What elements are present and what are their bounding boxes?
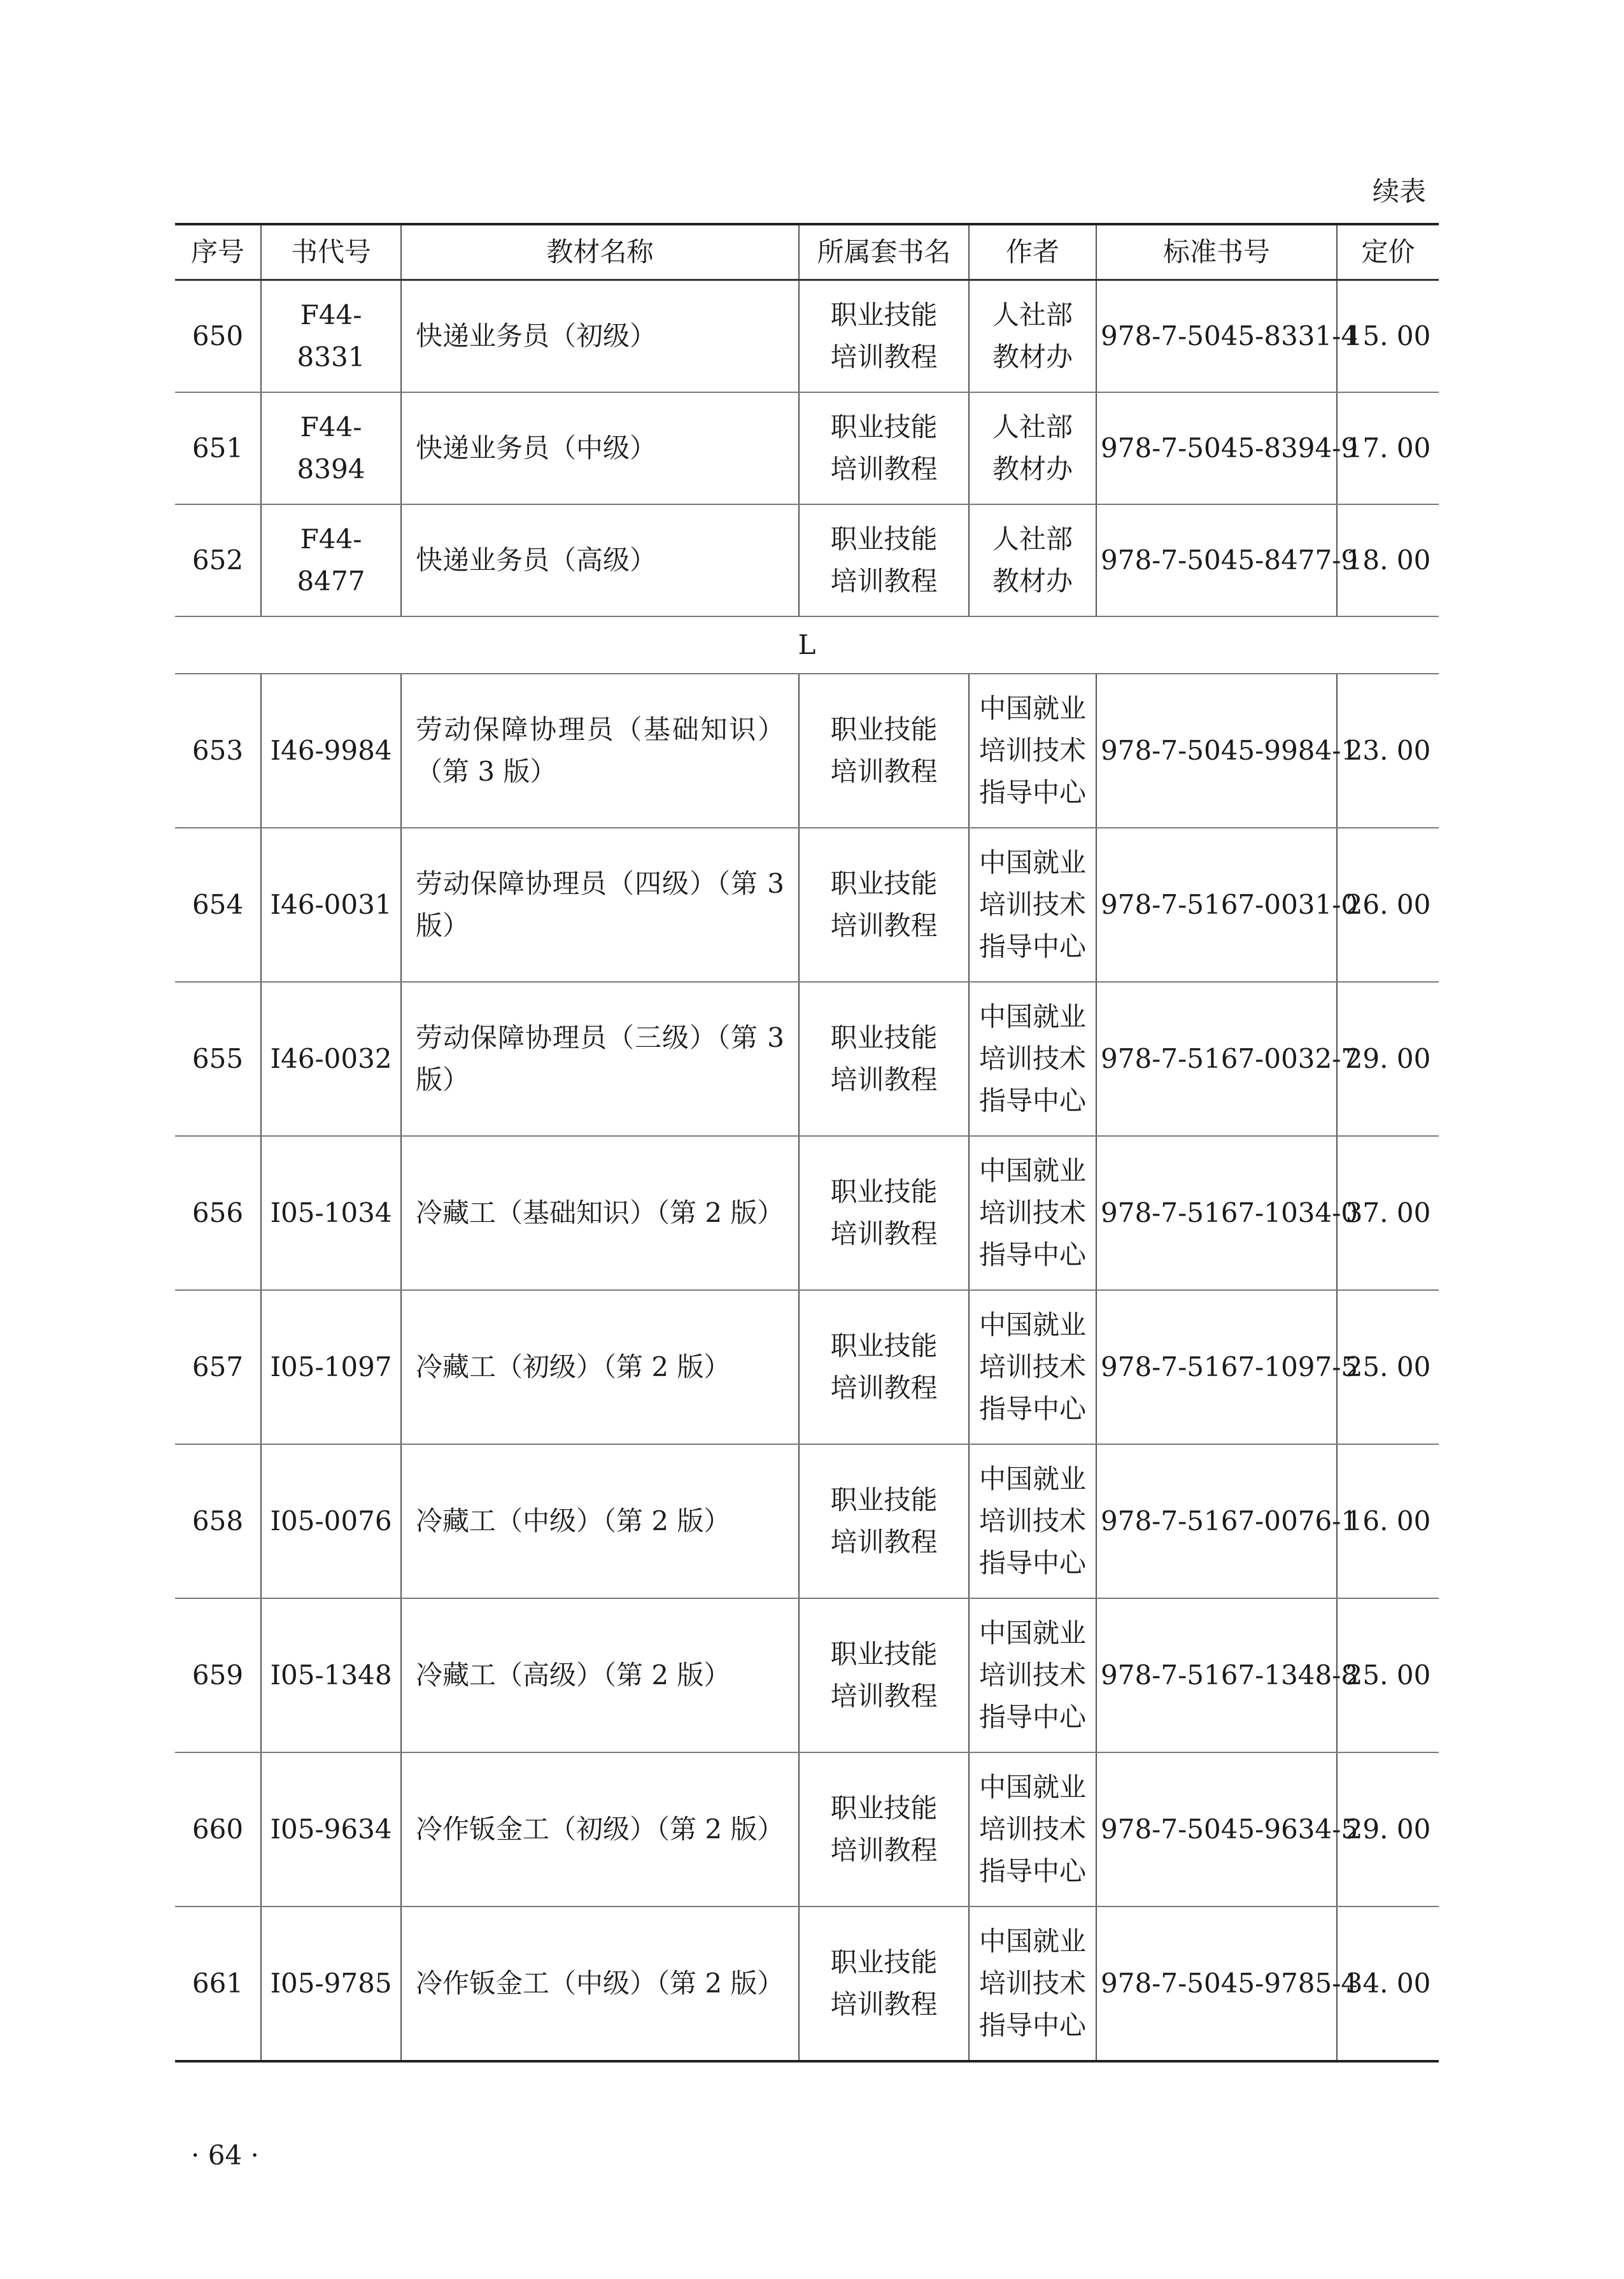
series-cell-line: 职业技能 — [830, 1947, 938, 1978]
serial-no-cell: 650 — [175, 280, 261, 393]
author-cell-line: 教材办 — [992, 565, 1073, 597]
author-cell-line: 指导中心 — [978, 1856, 1086, 1887]
author-cell — [969, 504, 1096, 616]
book-code-cell: I05-1097 — [261, 1290, 401, 1444]
author-cell-line: 中国就业 — [978, 1771, 1086, 1803]
serial-no-cell: 651 — [175, 392, 261, 504]
author-cell-line: 指导中心 — [978, 1701, 1086, 1733]
serial-no-cell: 658 — [175, 1444, 261, 1598]
author-cell — [969, 1598, 1096, 1752]
author-cell — [969, 1906, 1096, 2061]
series-cell-line: 培训教程 — [830, 910, 938, 941]
book-code-cell: I05-0076 — [261, 1444, 401, 1598]
author-cell-line: 中国就业 — [978, 1001, 1086, 1032]
textbook-title-cell: 劳动保障协理员（三级）（第 3 版） — [401, 982, 799, 1136]
textbook-title-cell: 冷藏工（中级）（第 2 版） — [401, 1444, 799, 1598]
header-serial-no: 序号 — [175, 224, 261, 280]
series-cell — [799, 392, 969, 504]
author-cell-line: 培训技术 — [978, 1197, 1086, 1228]
table-body-before-section — [175, 280, 1439, 617]
series-cell — [799, 1752, 969, 1906]
author-cell-line: 中国就业 — [978, 1926, 1086, 1957]
header-textbook-title: 教材名称 — [401, 224, 799, 280]
textbook-title-cell: 冷藏工（基础知识）（第 2 版） — [401, 1136, 799, 1290]
author-cell — [969, 1136, 1096, 1290]
author-cell-line: 指导中心 — [978, 1239, 1086, 1270]
price-cell: 26. 00 — [1337, 828, 1439, 982]
book-code-cell: F44-8331 — [261, 280, 401, 393]
serial-no-cell: 652 — [175, 504, 261, 616]
author-cell-line: 培训技术 — [978, 1814, 1086, 1845]
series-cell — [799, 504, 969, 616]
textbook-title-cell: 劳动保障协理员（四级）（第 3 版） — [401, 828, 799, 982]
price-cell: 34. 00 — [1337, 1906, 1439, 2061]
author-cell-line: 人社部 — [992, 411, 1073, 443]
author-cell-line: 培训技术 — [978, 735, 1086, 766]
author-cell-line: 培训技术 — [978, 1659, 1086, 1691]
author-cell — [969, 1290, 1096, 1444]
header-book-code: 书代号 — [261, 224, 401, 280]
author-cell — [969, 674, 1096, 828]
series-cell-line: 职业技能 — [830, 299, 938, 330]
author-cell-line: 指导中心 — [978, 1085, 1086, 1116]
series-cell-line: 职业技能 — [830, 1176, 938, 1207]
series-cell-line: 职业技能 — [830, 1330, 938, 1361]
textbook-title-cell: 冷作钣金工（初级）（第 2 版） — [401, 1752, 799, 1906]
table-row — [175, 828, 1439, 982]
author-cell-line: 指导中心 — [978, 2010, 1086, 2041]
series-cell-line: 职业技能 — [830, 714, 938, 745]
author-cell-line: 中国就业 — [978, 1155, 1086, 1186]
series-cell-line: 培训教程 — [830, 1835, 938, 1866]
price-cell: 37. 00 — [1337, 1136, 1439, 1290]
table-row — [175, 392, 1439, 504]
header-series: 所属套书名 — [799, 224, 969, 280]
textbook-title-cell: 快递业务员（初级） — [401, 280, 799, 393]
isbn-cell: 978-7-5045-9785-4 — [1096, 1906, 1337, 2061]
series-cell-line: 培训教程 — [830, 1372, 938, 1403]
textbook-title-cell: 劳动保障协理员（基础知识）（第 3 版） — [401, 674, 799, 828]
book-code-cell: I05-9634 — [261, 1752, 401, 1906]
textbook-title-cell: 冷藏工（初级）（第 2 版） — [401, 1290, 799, 1444]
series-cell-line: 职业技能 — [830, 1022, 938, 1053]
author-cell — [969, 982, 1096, 1136]
isbn-cell: 978-7-5045-9634-5 — [1096, 1752, 1337, 1906]
table-row — [175, 1906, 1439, 2061]
series-cell-line: 培训教程 — [830, 1218, 938, 1249]
series-cell — [799, 1906, 969, 2061]
serial-no-cell: 653 — [175, 674, 261, 828]
book-code-cell: I46-9984 — [261, 674, 401, 828]
price-cell: 25. 00 — [1337, 1598, 1439, 1752]
header-author: 作者 — [969, 224, 1096, 280]
textbook-title-cell: 冷作钣金工（中级）（第 2 版） — [401, 1906, 799, 2061]
continued-table-label: 续表 — [1372, 176, 1426, 207]
book-code-cell: I05-9785 — [261, 1906, 401, 2061]
price-cell: 23. 00 — [1337, 674, 1439, 828]
series-cell-line: 培训教程 — [830, 1526, 938, 1558]
isbn-cell: 978-7-5167-0032-7 — [1096, 982, 1337, 1136]
table-row — [175, 504, 1439, 616]
isbn-cell: 978-7-5167-1097-5 — [1096, 1290, 1337, 1444]
series-cell — [799, 1290, 969, 1444]
serial-no-cell: 661 — [175, 1906, 261, 2061]
page-number: · 64 · — [191, 2140, 259, 2171]
series-cell-line: 职业技能 — [830, 1484, 938, 1516]
author-cell — [969, 1752, 1096, 1906]
series-cell-line: 职业技能 — [830, 523, 938, 555]
serial-no-cell: 657 — [175, 1290, 261, 1444]
series-cell — [799, 828, 969, 982]
serial-no-cell: 660 — [175, 1752, 261, 1906]
table-row — [175, 1136, 1439, 1290]
book-code-cell: F44-8394 — [261, 392, 401, 504]
author-cell-line: 中国就业 — [978, 1617, 1086, 1649]
serial-no-cell: 656 — [175, 1136, 261, 1290]
isbn-cell: 978-7-5167-0031-0 — [1096, 828, 1337, 982]
table-row — [175, 280, 1439, 393]
author-cell-line: 教材办 — [992, 341, 1073, 373]
textbook-title-cell: 快递业务员（中级） — [401, 392, 799, 504]
series-cell-line: 职业技能 — [830, 868, 938, 899]
author-cell-line: 中国就业 — [978, 1463, 1086, 1494]
section-letter-row — [175, 616, 1439, 674]
series-cell-line: 职业技能 — [830, 411, 938, 443]
isbn-cell: 978-7-5167-1034-0 — [1096, 1136, 1337, 1290]
author-cell-line: 培训技术 — [978, 1505, 1086, 1537]
price-cell: 29. 00 — [1337, 982, 1439, 1136]
table-row — [175, 1290, 1439, 1444]
series-cell-line: 培训教程 — [830, 565, 938, 597]
textbook-catalog-table — [175, 223, 1439, 2062]
price-cell: 18. 00 — [1337, 504, 1439, 616]
author-cell-line: 指导中心 — [978, 1393, 1086, 1424]
section-divider — [175, 616, 1439, 674]
textbook-title-cell: 快递业务员（高级） — [401, 504, 799, 616]
author-cell-line: 指导中心 — [978, 1547, 1086, 1579]
series-cell — [799, 1598, 969, 1752]
author-cell-line: 教材办 — [992, 453, 1073, 485]
book-code-cell: F44-8477 — [261, 504, 401, 616]
author-cell-line: 培训技术 — [978, 1351, 1086, 1382]
serial-no-cell: 654 — [175, 828, 261, 982]
series-cell — [799, 674, 969, 828]
series-cell-line: 培训教程 — [830, 341, 938, 373]
author-cell — [969, 280, 1096, 393]
isbn-cell: 978-7-5045-8331-4 — [1096, 280, 1337, 393]
author-cell-line: 中国就业 — [978, 1309, 1086, 1340]
table-row — [175, 1598, 1439, 1752]
author-cell-line: 中国就业 — [978, 847, 1086, 878]
table-row — [175, 982, 1439, 1136]
table-row — [175, 1752, 1439, 1906]
series-cell-line: 培训教程 — [830, 1064, 938, 1095]
isbn-cell: 978-7-5167-0076-1 — [1096, 1444, 1337, 1598]
author-cell — [969, 392, 1096, 504]
series-cell-line: 职业技能 — [830, 1793, 938, 1824]
author-cell-line: 中国就业 — [978, 693, 1086, 724]
series-cell — [799, 982, 969, 1136]
series-cell-line: 培训教程 — [830, 1680, 938, 1712]
author-cell-line: 培训技术 — [978, 1043, 1086, 1074]
serial-no-cell: 659 — [175, 1598, 261, 1752]
author-cell-line: 指导中心 — [978, 777, 1086, 808]
section-letter: L — [175, 616, 1439, 674]
price-cell: 29. 00 — [1337, 1752, 1439, 1906]
serial-no-cell: 655 — [175, 982, 261, 1136]
isbn-cell: 978-7-5045-9984-1 — [1096, 674, 1337, 828]
author-cell-line: 人社部 — [992, 523, 1073, 555]
table-header-row — [175, 224, 1439, 280]
table-row — [175, 674, 1439, 828]
series-cell — [799, 1444, 969, 1598]
price-cell: 25. 00 — [1337, 1290, 1439, 1444]
author-cell — [969, 828, 1096, 982]
book-code-cell: I05-1034 — [261, 1136, 401, 1290]
series-cell-line: 培训教程 — [830, 756, 938, 787]
book-code-cell: I46-0032 — [261, 982, 401, 1136]
author-cell-line: 培训技术 — [978, 889, 1086, 920]
series-cell-line: 职业技能 — [830, 1638, 938, 1670]
series-cell-line: 培训教程 — [830, 453, 938, 485]
textbook-title-cell: 冷藏工（高级）（第 2 版） — [401, 1598, 799, 1752]
price-cell: 15. 00 — [1337, 280, 1439, 393]
book-code-cell: I46-0031 — [261, 828, 401, 982]
price-cell: 17. 00 — [1337, 392, 1439, 504]
author-cell-line: 培训技术 — [978, 1968, 1086, 1999]
table-row — [175, 1444, 1439, 1598]
isbn-cell: 978-7-5045-8394-9 — [1096, 392, 1337, 504]
book-code-cell: I05-1348 — [261, 1598, 401, 1752]
author-cell-line: 指导中心 — [978, 931, 1086, 962]
author-cell-line: 人社部 — [992, 299, 1073, 330]
price-cell: 16. 00 — [1337, 1444, 1439, 1598]
author-cell — [969, 1444, 1096, 1598]
header-isbn: 标准书号 — [1096, 224, 1337, 280]
table-body-after-section — [175, 674, 1439, 2061]
isbn-cell: 978-7-5045-8477-9 — [1096, 504, 1337, 616]
series-cell — [799, 280, 969, 393]
isbn-cell: 978-7-5167-1348-8 — [1096, 1598, 1337, 1752]
series-cell — [799, 1136, 969, 1290]
series-cell-line: 培训教程 — [830, 1989, 938, 2020]
header-price: 定价 — [1337, 224, 1439, 280]
